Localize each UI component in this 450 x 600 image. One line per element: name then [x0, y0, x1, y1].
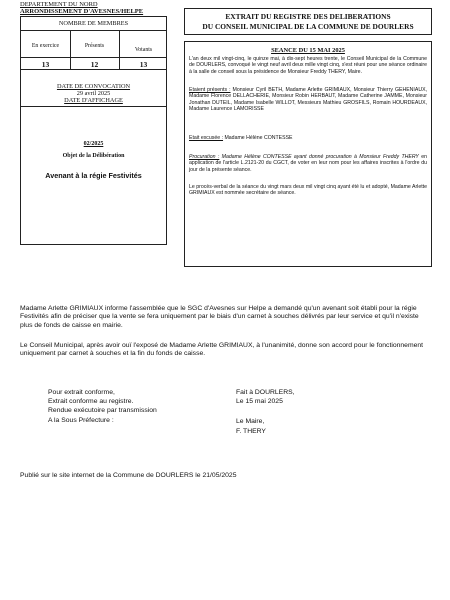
- signature-left-line: Rendue exécutoire par transmission: [48, 407, 157, 415]
- seance-pv: Le procès-verbal de la séance du vingt mars deux mil vingt cinq ayant été lu et adopté, Madame Arlette GRIMIAUX est nommée secrétaire de séance.: [189, 184, 427, 197]
- body-paragraph-1: Madame Arlette GRIMIAUX informe l'assemblée que le SGC d'Avesnes sur Helpe a demandé qu'un avenant soit établi pour la régie Festivités afin de préciser que la vente se fera uniquement par le biais d'un carnet à souches délivrés par leur service et qu'il n'existe plus de fonds de caisse en mairie.: [20, 305, 419, 329]
- seance-excusee-paragraph: [189, 135, 427, 141]
- procuration-rest: en application de l'article L.2121-20 du CGCT, de voter en leur nom pour les affaires inscrites à l'ordre du jour de la présente séance.: [189, 154, 427, 173]
- seance-box: [184, 41, 432, 267]
- department-label: DEPARTEMENT DU NORD: [20, 1, 98, 8]
- seance-presents-paragraph: [189, 87, 427, 112]
- deliberation-object: Avenant à la régie Festivités: [45, 171, 142, 180]
- excusee-label: Etait excusée :: [189, 135, 224, 141]
- left-info-box: [20, 16, 167, 245]
- members-value-exercice: 13: [41, 60, 50, 69]
- convocation-date: 29 avril 2025: [76, 90, 111, 97]
- register-title-line1: EXTRAIT DU REGISTRE DES DELIBERATIONS: [225, 12, 391, 21]
- procuration-label: Procuration :: [189, 154, 220, 160]
- mayor-title: Le Maire,: [236, 418, 265, 425]
- body-paragraph-2: Le Conseil Municipal, après avoir ouï l'exposé de Madame Arlette GRIMIAUX, à l'unanimité, donne son accord pour le fonctionnement uniquement par carnet à souches et la fin du fonds de caisse.: [20, 342, 424, 358]
- members-value-presents: 12: [90, 60, 99, 69]
- presents-label: Etaient présents :: [189, 87, 231, 93]
- seance-title: SEANCE DU 15 MAI 2025: [271, 47, 345, 54]
- procuration-italic: Madame Hélène CONTESSE ayant donné procuration à Monsieur Freddy THERY: [219, 154, 419, 160]
- members-label-exercice: En exercice: [31, 43, 60, 49]
- seance-procuration-paragraph: [189, 154, 427, 173]
- arrondissement-label: ARRONDISSEMENT D'AVESNES/HELPE: [20, 8, 144, 15]
- signature-left-line: Pour extrait conforme,: [48, 389, 115, 396]
- seance-intro: L'an deux mil vingt-cinq, le quinze mai, à dix-sept heures trente, le Conseil Municipal de la Commune de DOURLERS, convoqué le vingt neuf avril deux mille vingt cinq, s'est réuni pour une séance ordinaire à la salle de conseil sous la présidence de Monsieur Freddy THERY, Maire.: [189, 56, 428, 75]
- members-label-presents: Présents: [84, 43, 105, 49]
- mayor-name: F. THERY: [236, 427, 266, 435]
- affichage-label: DATE D'AFFICHAGE: [64, 97, 123, 104]
- presents-list: Monsieur Cyril BETH, Madame Arlette GRIMIAUX, Monsieur Thierry GEHENIAUX, Madame Florence DELLACHERIE, Monsieur Robin HERBAUT, Madame Catherine JAMME, Monsieur Jonathan DUTEIL, Madame Isabelle WILLOT, Messieurs Mathieu GROSFILS, Romain HOURDEAUX, Madame Laurence LAMORISSE: [189, 87, 427, 112]
- excusee-value: Madame Hélène CONTESSE: [223, 135, 293, 141]
- signature-place: Fait à DOURLERS,: [236, 389, 295, 396]
- register-title-line2: DU CONSEIL MUNICIPAL DE LA COMMUNE DE DOURLERS: [202, 22, 414, 31]
- publication-note: Publié sur le site internet de la Commune de DOURLERS le 21/05/2025: [20, 472, 237, 479]
- signature-right-bottom: [236, 417, 266, 437]
- register-title-box: [184, 8, 432, 35]
- signature-left: [48, 388, 157, 425]
- signature-left-line: A la Sous Préfecture :: [48, 416, 114, 424]
- members-title: NOMBRE DE MEMBRES: [58, 20, 129, 27]
- signature-right-top: [236, 388, 295, 406]
- signature-left-line: Extrait conforme au registre.: [48, 398, 134, 406]
- members-label-votants: Votants: [134, 47, 153, 53]
- members-value-votants: 13: [139, 60, 148, 69]
- deliberation-number: 02/2025: [83, 141, 104, 147]
- signature-date: Le 15 mai 2025: [236, 398, 283, 406]
- convocation-label: DATE DE CONVOCATION: [56, 83, 131, 90]
- deliberation-object-label: Objet de la Délibération: [62, 153, 125, 159]
